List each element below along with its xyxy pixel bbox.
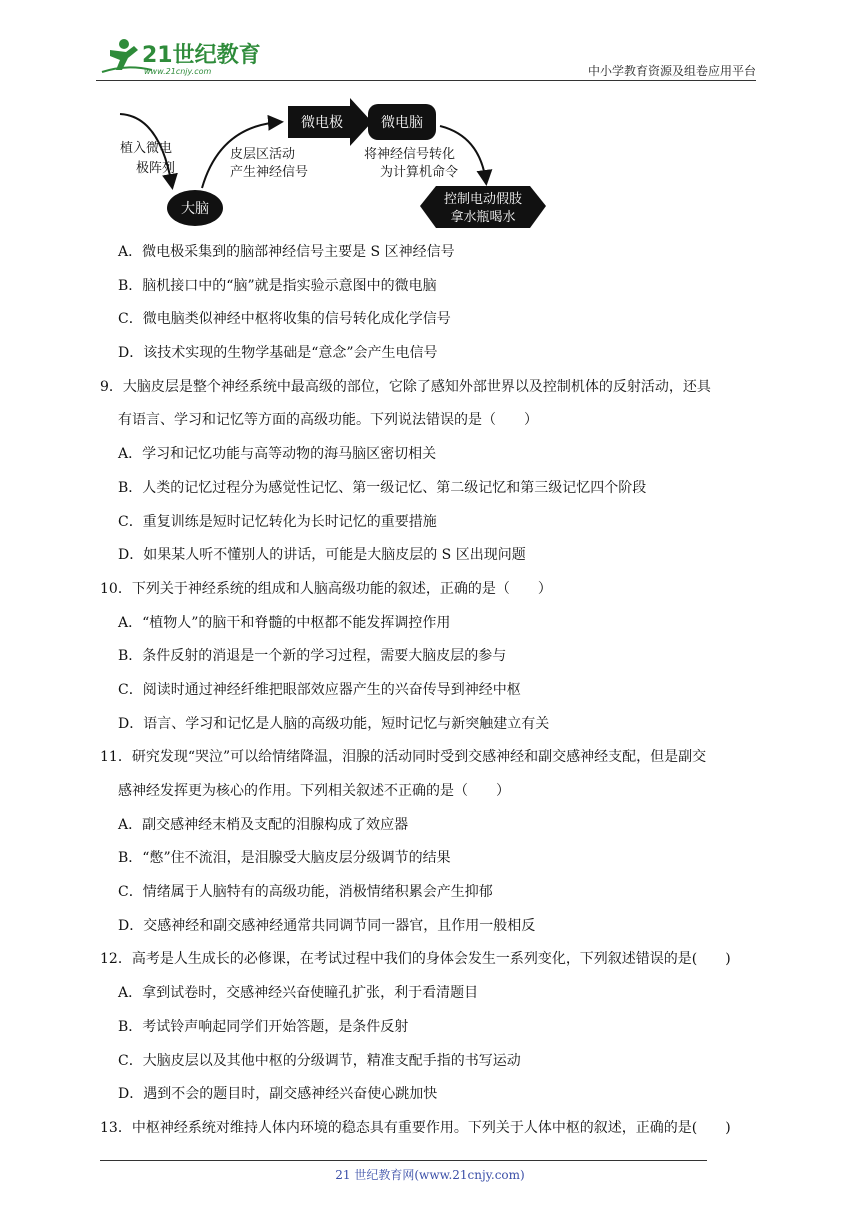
question-stem: 11．研究发现“哭泣”可以给情绪降温，泪腺的活动同时受到交感神经和副交感神经支配，但是副交 [100, 749, 707, 766]
electrode-label: 微电极 [301, 115, 343, 131]
option-line: B．人类的记忆过程分为感觉性记忆、第一级记忆、第二级记忆和第三级记忆四个阶段 [118, 479, 647, 496]
option-line: A．“植物人”的脑干和脊髓的中枢都不能发挥调控作用 [118, 614, 451, 631]
convert-label-1: 将神经信号转化 [364, 147, 456, 162]
svg-text:21世纪教育: 21世纪教育 [142, 43, 261, 68]
svg-text:www.21cnjy.com: www.21cnjy.com [144, 67, 212, 76]
question-stem: 10．下列关于神经系统的组成和人脑高级功能的叙述，正确的是（ ） [100, 580, 552, 597]
question-stem-cont: 感神经发挥更为核心的作用。下列相关叙述不正确的是（ ） [118, 783, 510, 799]
footer-divider [100, 1160, 707, 1161]
option-line: D．交感神经和副交感神经通常共同调节同一器官，且作用一般相反 [118, 917, 536, 934]
option-line: C．情绪属于人脑特有的高级功能，消极情绪积累会产生抑郁 [118, 884, 493, 901]
option-line: D．如果某人听不懂别人的讲话，可能是大脑皮层的 S 区出现问题 [118, 547, 526, 564]
option-line: B．考试铃声响起同学们开始答题，是条件反射 [118, 1018, 409, 1035]
question-stem: 13．中枢神经系统对维持人体内环境的稳态具有重要作用。下列关于人体中枢的叙述，正确的是( ) [100, 1119, 731, 1136]
option-line: D．语言、学习和记忆是人脑的高级功能，短时记忆与新突触建立有关 [118, 715, 550, 732]
site-logo [96, 36, 266, 80]
question-content [100, 236, 770, 1146]
option-line: A．副交感神经末梢及支配的泪腺构成了效应器 [118, 816, 409, 833]
footer-site-text: 21 世纪教育网(www.21cnjy.com) [335, 1168, 525, 1182]
option-line: C．微电脑类似神经中枢将收集的信号转化成化学信号 [118, 311, 451, 328]
option-line: B．条件反射的消退是一个新的学习过程，需要大脑皮层的参与 [118, 648, 507, 665]
option-line: A．学习和记忆功能与高等动物的海马脑区密切相关 [118, 446, 437, 463]
option-line: C．重复训练是短时记忆转化为长时记忆的重要措施 [118, 513, 437, 530]
convert-label-2: 为计算机命令 [380, 165, 459, 180]
brain-computer-interface-diagram [110, 96, 550, 236]
option-line: D．该技术实现的生物学基础是“意念”会产生电信号 [118, 345, 438, 362]
question-stem-cont: 有语言、学习和记忆等方面的高级功能。下列说法错误的是（ ） [118, 412, 538, 429]
cortex-label-1: 皮层区活动 [230, 147, 296, 162]
option-line: A．微电极采集到的脑部神经信号主要是 S 区神经信号 [118, 244, 455, 260]
option-line: B．“憋”住不流泪，是泪腺受大脑皮层分级调节的结果 [118, 850, 451, 867]
implant-label-2: 极阵列 [136, 161, 176, 176]
option-line: B．脑机接口中的“脑”就是指实验示意图中的微电脑 [118, 277, 437, 294]
result-label-2: 拿水瓶喝水 [450, 210, 516, 225]
result-label-1: 控制电动假肢 [443, 192, 523, 207]
option-line: A．拿到试卷时，交感神经兴奋使瞳孔扩张，利于看清题目 [118, 985, 479, 1002]
question-stem: 9．大脑皮层是整个神经系统中最高级的部位，它除了感知外部世界以及控制机体的反射活动，还具 [100, 378, 711, 395]
question-stem: 12．高考是人生成长的必修课，在考试过程中我们的身体会发生一系列变化，下列叙述错误的是( ) [100, 951, 731, 968]
implant-label-1: 植入微电 [120, 141, 173, 156]
header-divider [96, 80, 756, 81]
header-platform-text: 中小学教育资源及组卷应用平台 [587, 64, 756, 78]
option-line: C．阅读时通过神经纤维把眼部效应器产生的兴奋传导到神经中枢 [118, 681, 521, 698]
brain-label: 大脑 [181, 201, 209, 217]
cortex-label-2: 产生神经信号 [230, 165, 309, 180]
option-line: D．遇到不会的题目时，副交感神经兴奋使心跳加快 [118, 1086, 438, 1103]
option-line: C．大脑皮层以及其他中枢的分级调节，精准支配手指的书写运动 [118, 1052, 521, 1069]
computer-label: 微电脑 [381, 115, 423, 131]
